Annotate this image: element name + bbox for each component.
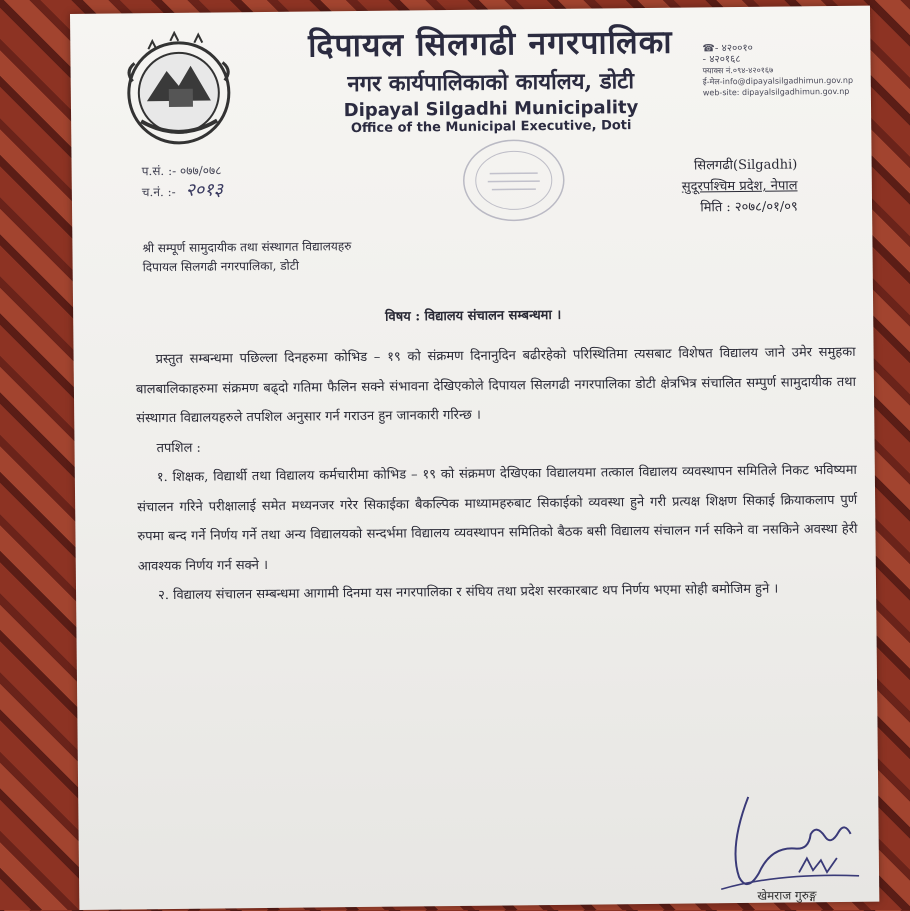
reference-numbers bbox=[142, 160, 224, 202]
website: web-site: dipayalsilgadhimun.gov.np bbox=[702, 86, 850, 98]
office-name-english: Office of the Municipal Executive, Doti bbox=[350, 118, 632, 137]
email: ई-मेल-info@dipayalsilgadhimun.gov.np bbox=[702, 75, 854, 87]
cn-number bbox=[142, 180, 223, 202]
subject-line: विषय : विद्यालय संचालन सम्बन्धमा । bbox=[385, 307, 562, 325]
ps-number: प.सं. :- ०७७/०७८ bbox=[141, 163, 222, 179]
province: सुदूरपश्चिम प्रदेश, नेपाल bbox=[681, 178, 798, 195]
cn-handwritten: २०१३ bbox=[185, 179, 224, 201]
municipality-name-nepali: दिपायल सिलगढी नगरपालिका bbox=[307, 22, 673, 65]
contact-block bbox=[702, 42, 873, 99]
municipality-name-english: Dipayal Silgadhi Municipality bbox=[343, 97, 639, 122]
signatory-name: खेमराज गुरुङ्ग bbox=[757, 888, 817, 903]
office-stamp-icon bbox=[459, 135, 568, 226]
letterhead bbox=[260, 19, 721, 137]
addressee-line-2: दिपायल सिलगढी नगरपालिका, डोटी bbox=[142, 258, 299, 275]
tapasil-heading: तपशिल : bbox=[156, 440, 201, 456]
point-1: १. शिक्षक, विद्यार्थी तथा विद्यालय कर्मचारीमा कोभिड – १९ को संक्रमण देखिएका विद्यालयमा तत्काल विद्यालय व्यवस्थापन समितिले निकट भविष्यमा संचालन गरिने परीक्षालाई समेत मध्यनजर गरेर सिकाईका बैकल्पिक माध्यामहरुबाट सिकाईको व्यवस्था हुने गरी प्रत्यक्ष शिक्षण सिकाई क्रियाकलाप पुर्ण रुपमा बन्द गर्ने निर्णय गर्ने तथा अन्य विद्यालयको सन्दर्भमा विद्यालय व्यवस्थापन समितिको बैठक बसी विद्यालय संचालन गर्न सकिने वा नसकिने अवस्था हेरी आवश्यक निर्णय गर्न सक्ने । bbox=[137, 462, 858, 574]
fax: फ्याक्स नं.०९४-४२०१६७ bbox=[702, 65, 774, 76]
municipality-emblem-icon bbox=[118, 30, 239, 151]
addressee bbox=[142, 237, 351, 277]
intro-paragraph: प्रस्तुत सम्बन्धमा पछिल्ला दिनहरुमा कोभिड – १९ को संक्रमण दिनानुदिन बढीरहेको परिस्थितिमा त्यसबाट विशेषत विद्यालय जाने उमेर समुहका बालबालिकाहरुमा संक्रमण बढ्दो गतिमा फैलिन सक्ने संभावना देखिएकोले दिपायल सिलगढी नगरपालिका डोटी क्षेत्रभित्र संचालित सम्पुर्ण सामुदायीक तथा संस्थागत विद्यालयहरुले तपशिल अनुसार गर्न गराउन हुन जानकारी गरिन्छ । bbox=[135, 344, 856, 427]
addressee-line-1: श्री सम्पूर्ण सामुदायीक तथा संस्थागत विद्यालयहरु bbox=[142, 239, 352, 256]
city: सिलगढी(Silgadhi) bbox=[693, 157, 798, 174]
phone-1: ☎- ४२००१० bbox=[702, 42, 753, 55]
office-name-nepali: नगर कार्यपालिकाको कार्यालय, डोटी bbox=[347, 68, 635, 98]
phone-2: - ४२०१६८ bbox=[702, 53, 741, 66]
letter-page bbox=[70, 6, 879, 910]
signature-icon bbox=[698, 776, 869, 904]
letter-body bbox=[135, 338, 858, 611]
cn-label: च.नं. :- bbox=[141, 184, 176, 200]
date: मिति : २०७८/०१/०९ bbox=[700, 199, 798, 216]
point-2: २. विद्यालय संचालन सम्बन्धमा आगामी दिनमा यस नगरपालिका र संघिय तथा प्रदेश सरकारबाट थप निर्णय भएमा सोही बमोजिम हुने । bbox=[158, 581, 779, 604]
place-date-block bbox=[682, 154, 798, 218]
